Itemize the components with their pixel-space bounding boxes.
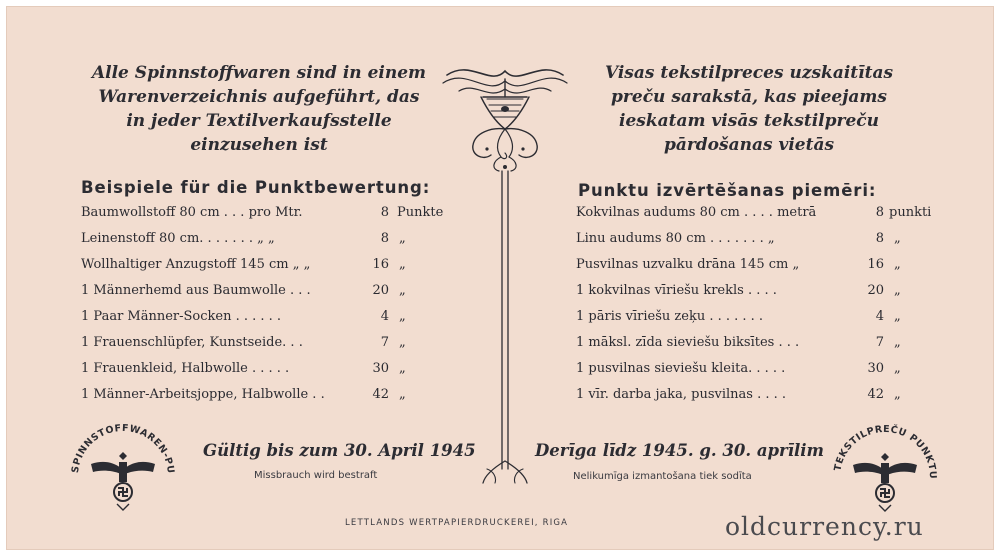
svg-text:TEKSTILPREČU PUNKTU VĒRTSZĪME: TEKSTILPREČU PUNKTU [832, 423, 939, 480]
points-value: 7 [380, 335, 389, 350]
points-unit: punkti [889, 205, 932, 220]
table-row [81, 231, 451, 257]
intro-line: ieskatam visās tekstilpreču [619, 111, 879, 131]
points-value: 42 [867, 387, 884, 402]
table-row [576, 205, 936, 231]
points-value: 16 [867, 257, 884, 272]
points-unit: „ [894, 257, 901, 272]
points-value: 8 [875, 231, 884, 246]
misuse-note-german: Missbrauch wird bestraft [254, 470, 378, 481]
item-name: 1 Paar Männer-Socken . . . . . . [81, 309, 282, 324]
points-unit: „ [894, 335, 901, 350]
item-name: 1 pāris vīriešu zeķu . . . . . . . [576, 309, 764, 324]
points-unit: „ [399, 309, 406, 324]
points-unit: „ [894, 387, 901, 402]
points-unit: „ [894, 361, 901, 376]
intro-german [73, 61, 445, 157]
table-row [576, 283, 936, 309]
table-row [81, 335, 451, 361]
misuse-note-latvian: Nelikumīga izmantošana tiek sodīta [573, 471, 752, 482]
points-unit: Punkte [397, 205, 444, 220]
points-value: 8 [875, 205, 884, 220]
item-name: Kokvilnas audums 80 cm . . . . metrā [576, 205, 817, 220]
ration-coupon-back [6, 6, 994, 550]
table-row [81, 257, 451, 283]
item-name: 1 māksl. zīda sieviešu biksītes . . . [576, 335, 800, 350]
item-name: Wollhaltiger Anzugstoff 145 cm „ „ [81, 257, 311, 272]
points-value: 30 [372, 361, 389, 376]
item-name: Baumwollstoff 80 cm . . . pro Mtr. [81, 205, 303, 220]
intro-line: Warenverzeichnis aufgeführt, das [98, 87, 420, 107]
intro-line: in jeder Textilverkaufsstelle [126, 111, 392, 131]
points-unit: „ [399, 231, 406, 246]
points-unit: „ [399, 283, 406, 298]
table-row [576, 309, 936, 335]
item-name: 1 vīr. darba jaka, pusvilnas . . . . [576, 387, 786, 402]
site-watermark: oldcurrency.ru [725, 512, 924, 541]
item-name: Leinenstoff 80 cm. . . . . . . „ „ [81, 231, 275, 246]
points-value: 4 [875, 309, 884, 324]
table-row [576, 335, 936, 361]
intro-line: preču sarakstā, kas pieejams [611, 87, 887, 107]
svg-text:SPINNSTOFFWAREN-PUNKTWERTSCHEI: SPINNSTOFFWAREN-PU [70, 422, 177, 475]
table-row [81, 283, 451, 309]
item-name: Pusvilnas uzvalku drāna 145 cm „ [576, 257, 800, 272]
points-unit: „ [399, 361, 406, 376]
intro-line: Alle Spinnstoffwaren sind in einem [91, 63, 427, 83]
item-name: 1 Männer-Arbeitsjoppe, Halbwolle . . [81, 387, 325, 402]
points-table-latvian [576, 205, 936, 413]
table-row [576, 387, 936, 413]
item-name: 1 Männerhemd aus Baumwolle . . . [81, 283, 311, 298]
floral-tree-ornament-icon [441, 57, 569, 487]
item-name: 1 pusvilnas sieviešu kleita. . . . . [576, 361, 786, 376]
item-name: 1 Frauenschlüpfer, Kunstseide. . . [81, 335, 303, 350]
points-value: 8 [380, 231, 389, 246]
intro-latvian [579, 61, 919, 157]
points-heading-latvian: Punktu izvērtēšanas piemēri: [578, 181, 877, 200]
stamp-german [63, 412, 183, 532]
table-row [81, 205, 451, 231]
table-row [81, 361, 451, 387]
points-value: 4 [380, 309, 389, 324]
points-unit: „ [399, 387, 406, 402]
printer-imprint: LETTLANDS WERTPAPIERDRUCKEREI, RIGA [345, 518, 569, 528]
item-name: 1 kokvilnas vīriešu krekls . . . . [576, 283, 777, 298]
validity-german: Gültig bis zum 30. April 1945 [203, 441, 476, 460]
points-value: 20 [372, 283, 389, 298]
points-value: 30 [867, 361, 884, 376]
points-value: 42 [372, 387, 389, 402]
points-table-german [81, 205, 451, 413]
item-name: Linu audums 80 cm . . . . . . . „ [576, 231, 775, 246]
points-unit: „ [894, 309, 901, 324]
table-row [576, 257, 936, 283]
points-value: 20 [867, 283, 884, 298]
item-name: 1 Frauenkleid, Halbwolle . . . . . [81, 361, 290, 376]
intro-line: Visas tekstilpreces uzskaitītas [604, 63, 894, 83]
points-value: 7 [875, 335, 884, 350]
points-heading-german: Beispiele für die Punktbewertung: [81, 178, 431, 197]
table-row [81, 309, 451, 335]
table-row [81, 387, 451, 413]
eagle-swastika-emblem-icon [63, 412, 183, 532]
intro-line: einzusehen ist [190, 135, 328, 155]
points-unit: „ [399, 335, 406, 350]
table-row [576, 361, 936, 387]
points-unit: „ [399, 257, 406, 272]
points-unit: „ [894, 231, 901, 246]
validity-latvian: Derīga līdz 1945. g. 30. aprīlim [535, 441, 824, 460]
intro-line: pārdošanas vietās [663, 135, 835, 155]
points-unit: „ [894, 283, 901, 298]
points-value: 8 [380, 205, 389, 220]
table-row [576, 231, 936, 257]
points-value: 16 [372, 257, 389, 272]
